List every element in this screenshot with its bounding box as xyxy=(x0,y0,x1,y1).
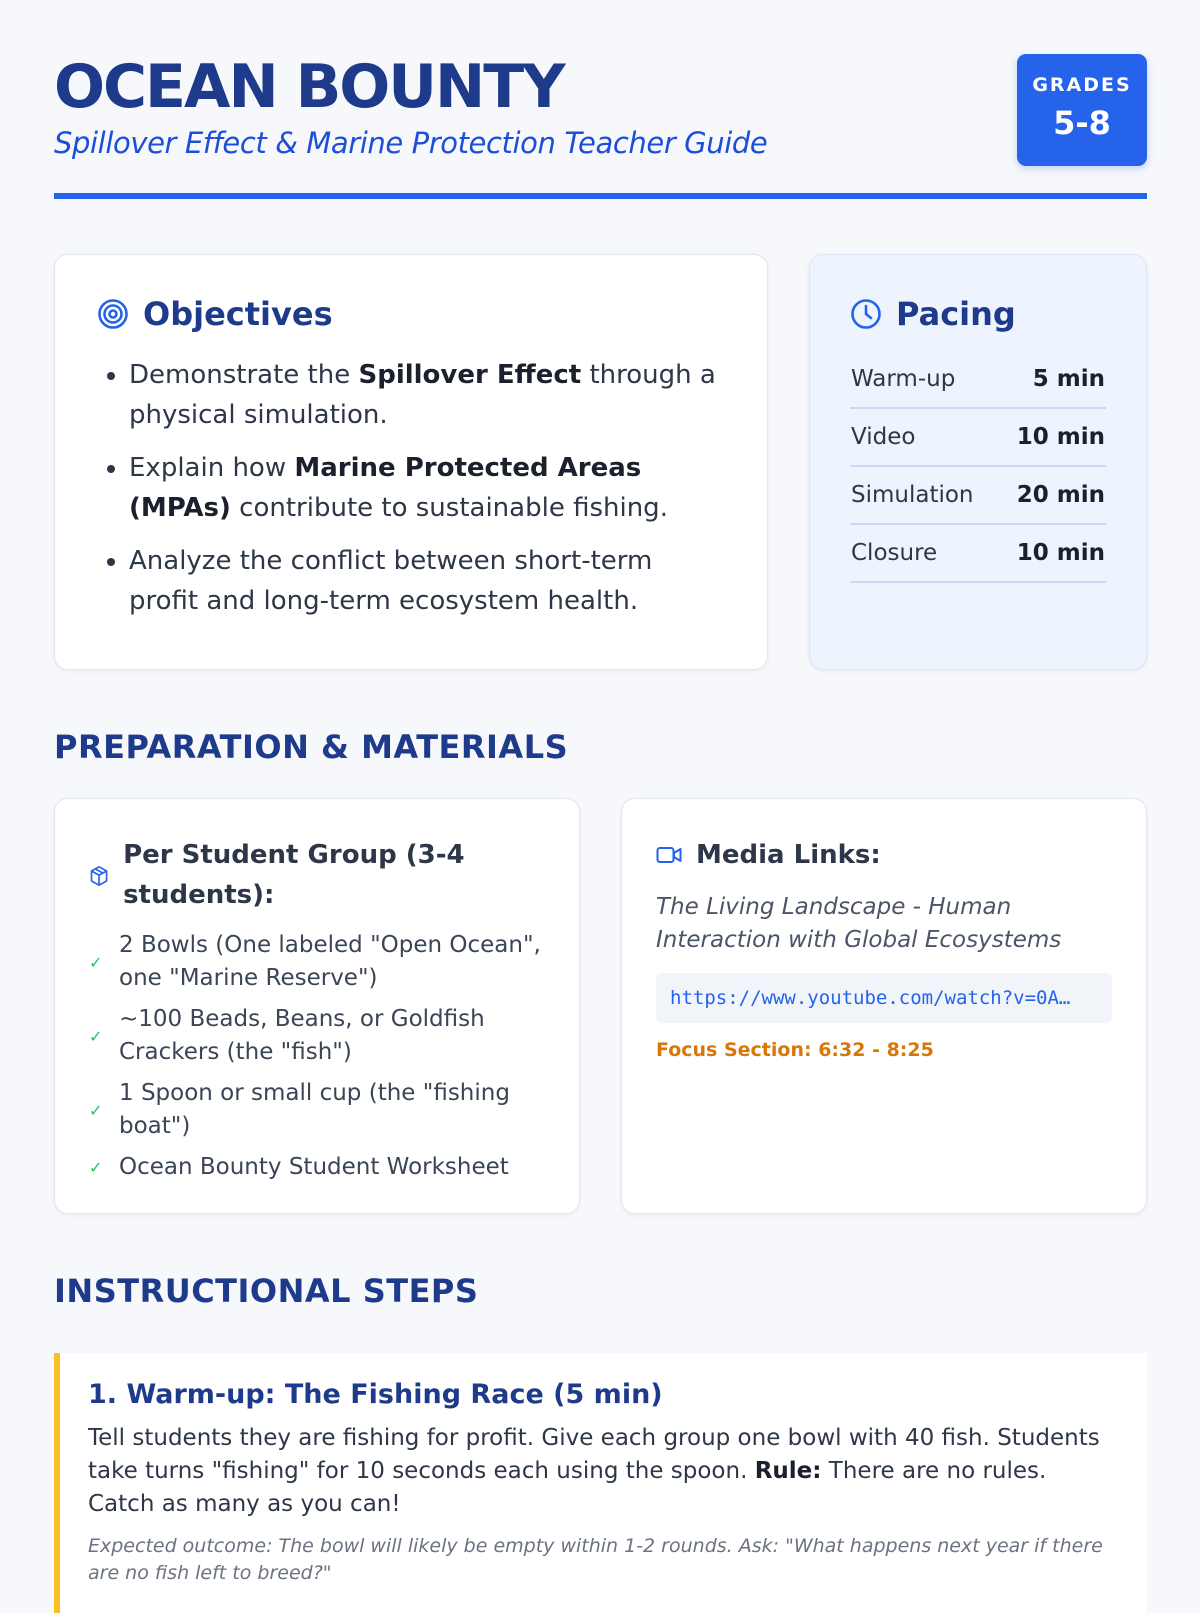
video-title: The Living Landscape - Human Interaction with Global Ecosystems xyxy=(656,894,1062,953)
video-camera-icon xyxy=(656,846,682,864)
table-row xyxy=(850,524,1106,582)
page-subtitle: Spillover Effect & Marine Protection Teacher Guide xyxy=(54,126,768,160)
objectives-card xyxy=(54,254,768,670)
list-item xyxy=(89,1077,543,1143)
check-icon: ✓ xyxy=(89,1158,103,1177)
materials-card xyxy=(54,798,580,1214)
pacing-table xyxy=(850,351,1106,583)
target-icon xyxy=(97,298,129,330)
table-row xyxy=(850,408,1106,466)
pacing-duration: 5 min xyxy=(998,351,1106,408)
list-item xyxy=(129,541,727,621)
table-row xyxy=(850,351,1106,408)
material-text: 1 Spoon or small cup (the "fishing boat") xyxy=(119,1080,510,1139)
objective-text: through a physical simulation. xyxy=(129,360,716,430)
step-title: 1. Warm-up: The Fishing Race (5 min) xyxy=(88,1379,663,1410)
materials-list xyxy=(89,929,543,1184)
cube-icon xyxy=(89,863,109,889)
table-row xyxy=(850,466,1106,524)
teacher-guide-page xyxy=(54,0,1147,1584)
step-outcome: Expected outcome: The bowl will likely be empty within 1-2 rounds. Ask: "What happens next year if there are no fish left to breed?" xyxy=(88,1535,1103,1584)
material-text: Ocean Bounty Student Worksheet xyxy=(119,1154,509,1180)
page-title: OCEAN BOUNTY xyxy=(54,52,564,122)
header-divider xyxy=(54,193,1147,199)
objective-emphasis: Spillover Effect xyxy=(358,360,582,390)
objective-emphasis: Marine Protected Areas (MPAs) xyxy=(129,453,642,523)
list-item xyxy=(89,1151,543,1184)
pacing-duration: 10 min xyxy=(998,524,1106,582)
material-text: ~100 Beads, Beans, or Goldfish Crackers (the "fish") xyxy=(119,1006,485,1065)
objective-text: contribute to sustainable fishing. xyxy=(230,493,668,523)
steps-section-title: INSTRUCTIONAL STEPS xyxy=(54,1272,479,1310)
step-description xyxy=(88,1422,1113,1521)
pacing-activity: Closure xyxy=(850,524,998,582)
video-url-link[interactable]: https://www.youtube.com/watch?v=0A… xyxy=(656,973,1112,1023)
check-icon: ✓ xyxy=(89,952,103,972)
list-item xyxy=(129,448,727,528)
pacing-duration: 10 min xyxy=(998,408,1106,466)
list-item xyxy=(89,929,543,995)
step-rule-label: Rule: xyxy=(754,1458,822,1484)
objective-text: Demonstrate the xyxy=(129,360,359,390)
pacing-activity: Simulation xyxy=(850,466,998,524)
step-card xyxy=(54,1353,1147,1613)
pacing-card xyxy=(809,254,1147,670)
step-text: There are no rules. Catch as many as you can! xyxy=(88,1458,1047,1517)
media-heading-text: Media Links: xyxy=(696,840,881,870)
pacing-heading xyxy=(850,295,1106,333)
pacing-heading-text: Pacing xyxy=(896,295,1016,333)
objectives-heading xyxy=(97,295,727,333)
objective-text: Explain how xyxy=(129,453,295,483)
grade-badge xyxy=(1017,54,1147,166)
list-item xyxy=(89,1003,543,1069)
materials-heading xyxy=(89,835,543,915)
pacing-activity: Video xyxy=(850,408,998,466)
grade-label: GRADES xyxy=(1032,74,1132,96)
header xyxy=(54,0,1147,200)
material-text: 2 Bowls (One labeled "Open Ocean", one "Marine Reserve") xyxy=(119,932,541,991)
pacing-activity: Warm-up xyxy=(850,351,998,408)
media-card xyxy=(621,798,1147,1214)
pacing-duration: 20 min xyxy=(998,466,1106,524)
grade-value: 5-8 xyxy=(1053,104,1111,142)
focus-section: Focus Section: 6:32 - 8:25 xyxy=(656,1039,934,1061)
check-icon: ✓ xyxy=(89,1100,103,1120)
objectives-heading-text: Objectives xyxy=(143,295,333,333)
materials-heading-text: Per Student Group (3-4 students): xyxy=(123,840,465,910)
list-item xyxy=(129,355,727,435)
preparation-section-title: PREPARATION & MATERIALS xyxy=(54,728,569,766)
media-heading xyxy=(656,835,1112,875)
objectives-list xyxy=(97,355,727,621)
check-icon: ✓ xyxy=(89,1026,103,1046)
objective-text: Analyze the conflict between short-term profit and long-term ecosystem health. xyxy=(129,546,653,616)
step-text: Tell students they are fishing for profit. Give each group one bowl with 40 fish. Students take turns "fishing" for 10 seconds each using the spoon. xyxy=(88,1425,1100,1484)
clock-icon xyxy=(850,298,882,330)
